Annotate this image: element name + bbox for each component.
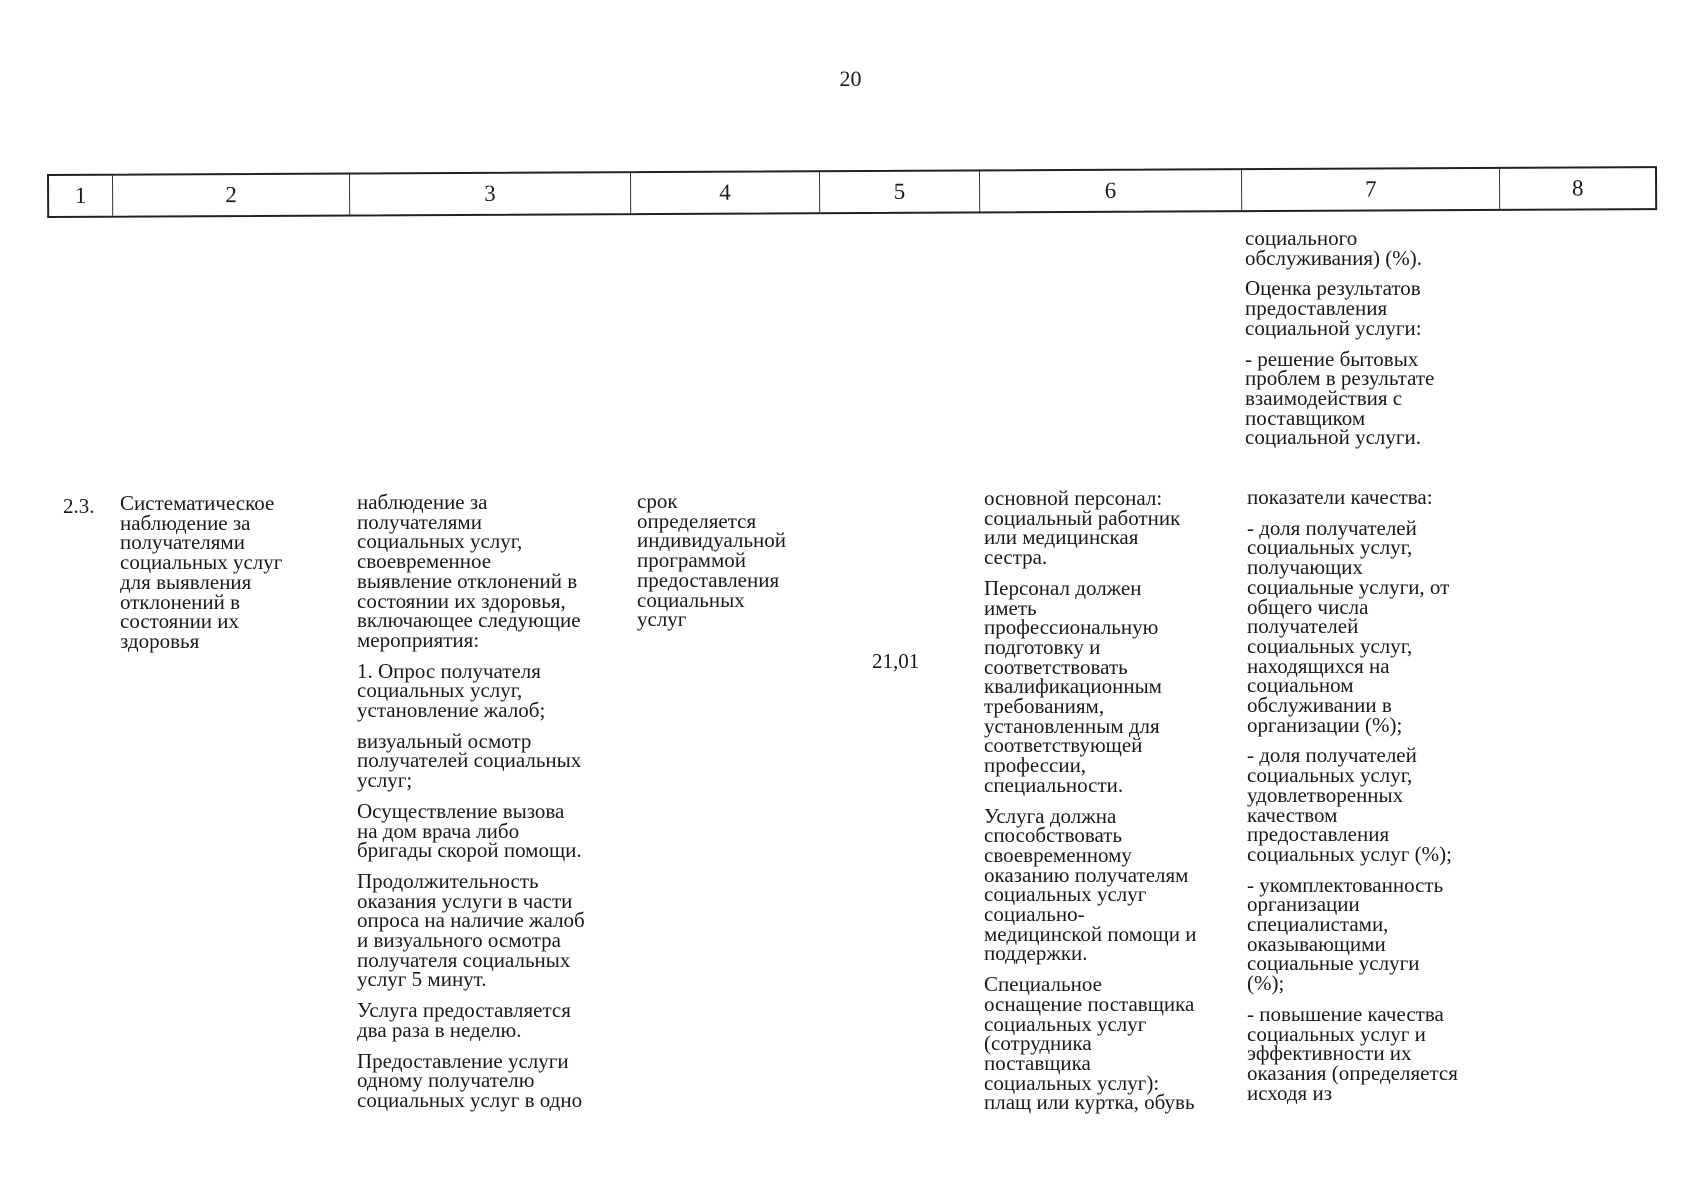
description-paragraph: наблюдение за получателями социальных услуг, своевременное выявление отклонений в состоянии их здоровья, включающее следующие мероприятия: [357, 490, 581, 652]
column-header-1: 1 [49, 176, 113, 216]
column-header-8: 8 [1571, 175, 1584, 201]
quality-paragraph: - доля получателей социальных услуг, получающих социальные услуги, от общего числа получателей социальных услуг, находящихся на социальном обслуживании в организации (%); [1247, 515, 1450, 737]
quality-indicators [1247, 485, 1507, 1114]
column-header-7: 7 [1242, 169, 1501, 210]
column-header-5: 5 [820, 171, 980, 212]
description-paragraph: Осуществление вызова на дом врача либо бригады скорой помощи. [357, 798, 582, 863]
description-paragraph: 1. Опрос получателя социальных услуг, установление жалоб; [357, 658, 546, 723]
column-header-4: 4 [631, 172, 821, 213]
table-header-row [47, 166, 1657, 218]
column-header-2: 2 [113, 175, 351, 216]
description-paragraph: визуальный осмотр получателей социальных услуг; [357, 728, 582, 793]
service-conditions [984, 486, 1244, 1124]
continuation-col7 [1245, 226, 1505, 459]
conditions-paragraph: Услуга должна способствовать своевременному оказанию получателям социальных услуг социально- медицинской помощи и поддержки. [984, 803, 1197, 966]
service-term [637, 489, 817, 641]
term-text: срок определяется индивидуальной программой предоставления социальных услуг [637, 489, 786, 632]
quality-paragraph: - доля получателей социальных услуг, удовлетворенных качеством предоставления социальных услуг (%); [1247, 743, 1452, 866]
quality-paragraph: - укомплектованность организации специалистами, оказывающими социальные услуги (%); [1247, 872, 1444, 996]
service-price: 21,01 [872, 649, 920, 673]
conditions-paragraph: Персонал должен иметь профессиональную подготовку и соответствовать квалификационным требованиям, установленным для соответствующей профессии, специальности. [984, 575, 1162, 797]
service-name [120, 491, 320, 663]
description-paragraph: Услуга предоставляется два раза в неделю. [357, 998, 571, 1042]
service-name-text: Систематическое наблюдение за получателями социальных услуг для выявления отклонений в состоянии их здоровья [120, 491, 283, 653]
description-paragraph: Предоставление услуги одному получателю социальных услуг в одно [357, 1048, 583, 1112]
continuation-paragraph: социального обслуживания) (%). [1245, 226, 1423, 270]
description-paragraph: Продолжительность оказания услуги в части опроса на наличие жалоб и визуального осмотра получателя социальных услуг 5 минут. [357, 868, 585, 992]
column-header-6: 6 [980, 170, 1243, 211]
continuation-paragraph: - решение бытовых проблем в результате взаимодействия с поставщиком социальной услуги. [1245, 346, 1435, 450]
quality-paragraph: показатели качества: [1247, 485, 1433, 509]
quality-paragraph: - повышение качества социальных услуг и эффективности их оказания (определяется исходя из [1247, 1001, 1458, 1105]
service-description [357, 490, 632, 1122]
column-header-3: 3 [350, 173, 630, 214]
page-number: 20 [839, 66, 862, 91]
row-number: 2.3. [63, 494, 95, 518]
conditions-paragraph: Специальное оснащение поставщика социальных услуг (сотрудника поставщика социальных услуг): плащ или куртка, обувь [984, 972, 1195, 1115]
continuation-paragraph: Оценка результатов предоставления социальной услуги: [1245, 276, 1422, 340]
conditions-paragraph: основной персонал: социальный работник или медицинская сестра. [984, 486, 1181, 570]
